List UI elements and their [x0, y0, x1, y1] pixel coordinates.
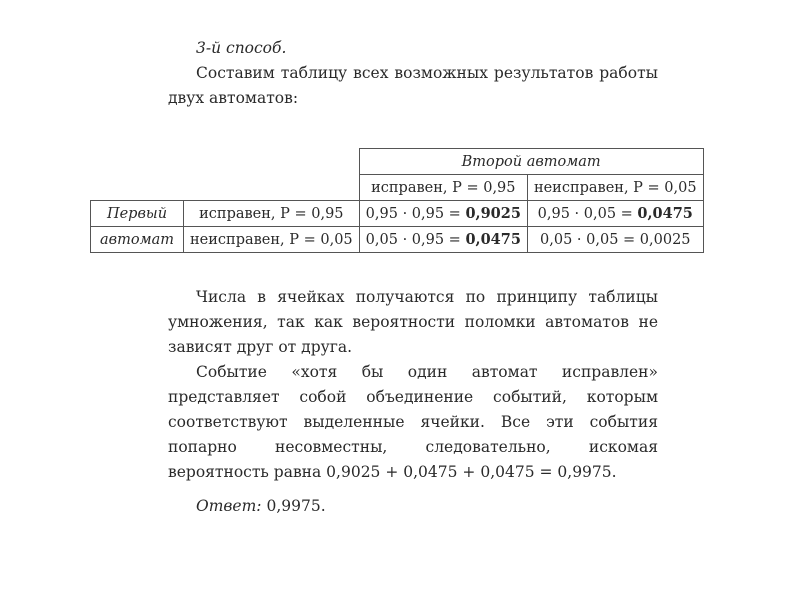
probability-table: [90, 148, 704, 253]
cell-result-highlighted: 0,0475: [465, 231, 521, 248]
cell-expr: 0,05 · 0,95 =: [365, 232, 466, 248]
row-label-broken: неисправен, P = 0,05: [184, 227, 360, 253]
cell-broken-working: [359, 227, 527, 253]
intro-text: Составим таблицу всех возможных результатов работы двух автоматов:: [168, 64, 658, 107]
table-header-row-2: [91, 175, 704, 201]
paragraph-event: Событие «хотя бы один автомат исправлен» представляет собой объединение событий, которым соответствуют выделенные ячейки. Все эти события попарно несовместны, следовательно, искомая вероятность равна 0,9025 + 0,0475 + 0,0475 = 0,9975.: [168, 363, 658, 481]
body-block: [168, 285, 658, 485]
table-header-row-1: [91, 149, 704, 175]
row-group-first-machine-line2: автомат: [91, 227, 184, 253]
cell-expr: 0,95 · 0,05 =: [537, 206, 638, 222]
answer-value: 0,9975.: [266, 497, 326, 515]
col-header-broken: неисправен, P = 0,05: [527, 175, 703, 201]
table-empty-corner-2: [91, 175, 360, 201]
answer-label: Ответ:: [196, 497, 262, 515]
cell-broken-broken: [527, 227, 703, 253]
cell-result: 0,0025: [639, 231, 691, 248]
row-label-working: исправен, P = 0,95: [184, 201, 360, 227]
cell-working-working: [359, 201, 527, 227]
intro-block: [168, 36, 658, 111]
cell-expr: 0,05 · 0,05 =: [540, 231, 640, 248]
col-header-working: исправен, P = 0,95: [359, 175, 527, 201]
method-title: 3-й способ.: [196, 39, 287, 57]
cell-expr: 0,95 · 0,95 =: [365, 206, 466, 222]
header-second-machine: Второй автомат: [359, 149, 703, 175]
table-row: [91, 201, 704, 227]
cell-result-highlighted: 0,9025: [465, 205, 521, 222]
cell-result-highlighted: 0,0475: [637, 205, 693, 222]
cell-working-broken: [527, 201, 703, 227]
table-empty-corner: [91, 149, 360, 175]
row-group-first-machine-line1: Первый: [91, 201, 184, 227]
answer-block: [168, 494, 658, 519]
paragraph-multiplication: Числа в ячейках получаются по принципу таблицы умножения, так как вероятности поломки автоматов не зависят друг от друга.: [168, 288, 658, 356]
table-row: [91, 227, 704, 253]
answer-line: [168, 494, 658, 519]
